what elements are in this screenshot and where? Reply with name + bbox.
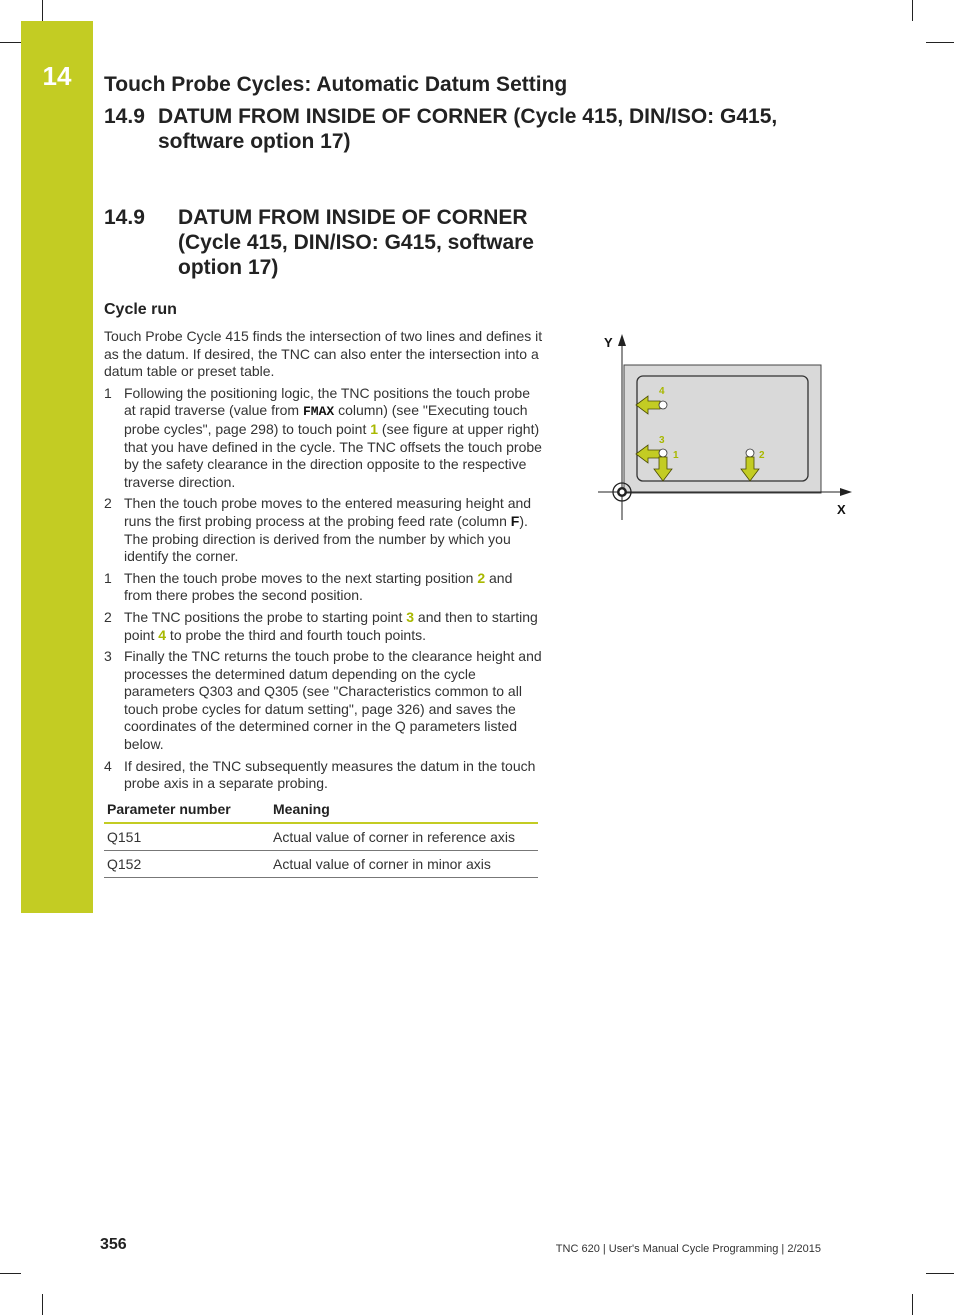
- running-header-section: [104, 104, 798, 154]
- y-axis-arrow: [618, 334, 626, 346]
- list-item: 2 The TNC positions the probe to starting point 3 and then to starting point 4 to probe the third and fourth touch points.: [104, 608, 538, 643]
- section-heading: [104, 205, 548, 280]
- crop-mark: [42, 0, 43, 21]
- running-header-section-number: 14.9: [104, 105, 145, 128]
- point-ref: 1: [370, 420, 379, 437]
- list-item: 3 Finally the TNC returns the touch probe to the clearance height and processes the determined datum depending on the cycle parameters Q303 and Q305 (see "Characteristics common to all touch probe cycles for datum setting", page 326) and saves the coordinates of the determined corner in the Q parameters listed below.: [104, 648, 542, 753]
- list-item-number: 3: [104, 648, 112, 665]
- touch-point-3: [659, 449, 667, 457]
- fmax-keyword: FMAX: [302, 404, 335, 420]
- page-footer: TNC 620 | User's Manual Cycle Programming | 2/2015: [555, 1243, 821, 1255]
- list-item-number: 1: [104, 569, 112, 586]
- workpiece-plate: [624, 365, 821, 493]
- corner-probing-figure: [596, 330, 856, 520]
- datum-symbol-dot: [620, 490, 625, 495]
- section-heading-number: 14.9: [104, 206, 145, 229]
- chapter-number: 14: [42, 61, 72, 91]
- table-cell: Actual value of corner in reference axis: [270, 823, 538, 851]
- subheading: Cycle run: [104, 301, 177, 318]
- crop-mark: [0, 42, 21, 43]
- y-axis-label: Y: [604, 335, 613, 350]
- feed-column-ref: F: [510, 512, 520, 529]
- x-axis-label: X: [837, 502, 846, 517]
- point-ref: 4: [158, 626, 167, 643]
- list-item: 1 Following the positioning logic, the TNC positions the touch probe at rapid traverse (value from FMAX column) (see "Executing touch probe cycles", page 298) to touch point 1 (see figure at upper right) that you have defined in the cycle. The TNC offsets the touch probe by the safety clearance in the direction opposite to the respective traverse direction.: [104, 384, 542, 490]
- crop-mark: [926, 42, 954, 43]
- touch-point-4: [659, 401, 667, 409]
- list-item: 4 If desired, the TNC subsequently measures the datum in the touch probe axis in a separate probing.: [104, 757, 536, 792]
- point-ref: 3: [406, 608, 415, 625]
- table-row: [104, 851, 538, 878]
- running-header-section-title: DATUM FROM INSIDE OF CORNER (Cycle 415, DIN/ISO: G415, software option 17): [158, 105, 778, 153]
- chapter-tab: [21, 21, 93, 913]
- list-item-number: 2: [104, 495, 112, 512]
- point-label-2: 2: [759, 450, 765, 461]
- section-heading-title: DATUM FROM INSIDE OF CORNER (Cycle 415, DIN/ISO: G415, software option 17): [178, 206, 534, 279]
- list-item-number: 1: [104, 384, 112, 401]
- list-item-number: 4: [104, 757, 112, 774]
- crop-mark: [0, 1273, 21, 1274]
- list-item: 1 Then the touch probe moves to the next starting position 2 and from there probes the second position.: [104, 569, 513, 604]
- crop-mark: [912, 1294, 913, 1315]
- crop-mark: [912, 0, 913, 21]
- crop-mark: [42, 1294, 43, 1315]
- crop-mark: [926, 1273, 954, 1274]
- list-item: 2 Then the touch probe moves to the entered measuring height and runs the first probing process at the probing feed rate (column F). The probing direction is derived from the number by which you identify the corner.: [104, 495, 532, 565]
- page-number: 356: [100, 1236, 127, 1253]
- table-cell: Q152: [104, 851, 270, 878]
- table-cell: Actual value of corner in minor axis: [270, 851, 538, 878]
- table-header: Parameter number: [104, 798, 270, 823]
- point-label-3: 3: [659, 435, 665, 446]
- list-item-number: 2: [104, 608, 112, 625]
- parameter-table: [104, 798, 538, 878]
- running-header-chapter: Touch Probe Cycles: Automatic Datum Setting: [104, 73, 568, 96]
- table-row: [104, 823, 538, 851]
- point-label-1: 1: [673, 450, 679, 461]
- touch-point-2: [746, 449, 754, 457]
- intro-paragraph: Touch Probe Cycle 415 finds the intersection of two lines and defines it as the datum. If desired, the TNC can also enter the intersection into a datum table or preset table.: [104, 328, 543, 380]
- x-axis-arrow: [840, 488, 852, 496]
- table-cell: Q151: [104, 823, 270, 851]
- point-ref: 2: [477, 569, 486, 586]
- body-text: [104, 328, 544, 797]
- table-header: Meaning: [270, 798, 538, 823]
- point-label-4: 4: [659, 386, 665, 397]
- table-header-row: [104, 798, 538, 823]
